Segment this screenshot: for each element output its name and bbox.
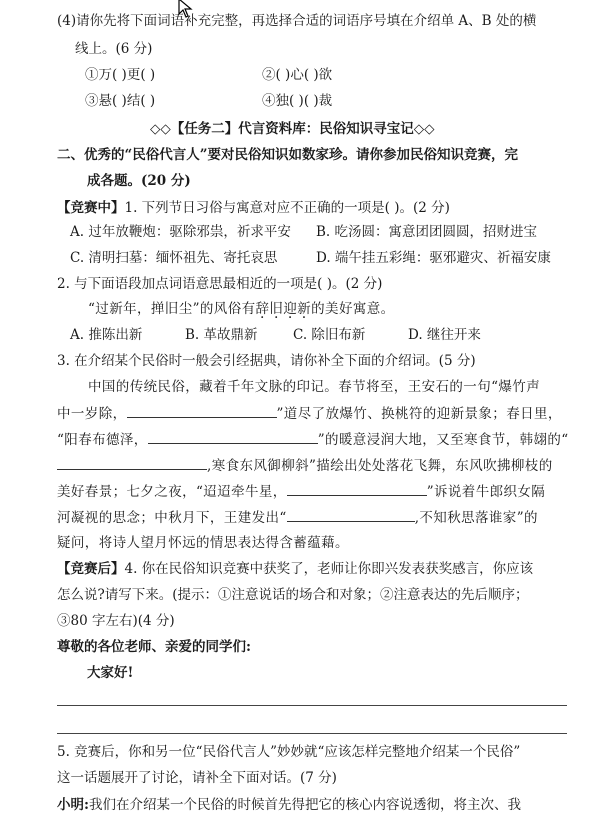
answer-line-1[interactable] — [57, 705, 567, 706]
q3-text: ,不知秋思落谁家”的 — [414, 510, 538, 526]
q4b-tag: 【竞赛后】 — [57, 561, 125, 577]
q1-stem: 1. 下列节日习俗与寓意对应不正确的一项是( )。(2 分) — [124, 200, 450, 216]
q2-option-c: C. 除旧布新 — [293, 327, 366, 343]
section2-line1: 二、优秀的“民俗代言人”要对民俗知识如数家珍。请你参加民俗知识竞赛，完 — [57, 147, 519, 163]
q3-para-line6 — [57, 508, 538, 527]
q4-item-4: ④独( )( )裁 — [262, 93, 333, 109]
q4b-text-1: 4. 你在民俗知识竞赛中获奖了，老师让你即兴发表获奖感言，你应该 — [124, 561, 534, 577]
q3-blank-1[interactable] — [127, 404, 277, 418]
q2-quote — [88, 300, 395, 318]
q3-text: “阳春布德泽， — [57, 432, 148, 448]
q4b-line3: ③80 字左右)(4 分) — [57, 613, 175, 629]
q3-text: ,寒食东风御柳斜”描绘出处处落花飞舞，东风吹拂柳枝的 — [207, 458, 553, 474]
q3-blank-4[interactable] — [287, 482, 427, 496]
q1-stem-line — [57, 199, 450, 217]
q1-option-a: A. 过年放鞭炮：驱除邪祟，祈求平安 — [70, 224, 291, 240]
q3-text: ”的暖意浸润大地，又至寒食节，韩翃的“ — [317, 432, 569, 448]
q3-blank-5[interactable] — [287, 508, 415, 522]
q1-option-d: D. 端午挂五彩绳：驱邪避灾、祈福安康 — [316, 250, 551, 266]
q3-text: 美好春景；七夕之夜，“迢迢牵牛星， — [57, 484, 287, 500]
q3-text: 中一岁除， — [57, 406, 127, 422]
task2-title: ◇◇【任务二】代言资料库：民俗知识寻宝记◇◇ — [150, 121, 435, 137]
q3-para-line1: 中国的传统民俗，藏着千年文脉的印记。春节将至，王安石的一句“爆竹声 — [88, 379, 541, 395]
q4b-greeting: 大家好! — [87, 665, 134, 681]
q4b-salutation: 尊敬的各位老师、亲爱的同学们: — [57, 639, 251, 655]
q1-option-c: C. 清明扫墓：缅怀祖先、寄托哀思 — [70, 250, 278, 266]
q3-para-line3 — [57, 430, 569, 449]
q3-text: ”道尽了放爆竹、换桃符的迎新景象；春日里， — [276, 406, 562, 422]
q5-line2: 这一话题展开了讨论，请补全下面对话。(7 分) — [57, 770, 337, 786]
q4-item-1: ①万( )更( ) — [85, 67, 156, 83]
q4-item-3: ③悬( )结( ) — [85, 93, 156, 109]
q3-para-line5 — [57, 482, 545, 501]
q2-option-d: D. 继往开来 — [408, 327, 481, 343]
q2-option-b: B. 革故鼎新 — [185, 327, 258, 343]
q3-para-line4 — [57, 456, 553, 475]
q3-text: 河凝视的思念；中秋月下，王建发出“ — [57, 510, 287, 526]
q4b-line2: 怎么说?请写下来。(提示：①注意说话的场合和对象；②注意表达的先后顺序； — [57, 587, 529, 603]
q4b-line1 — [57, 560, 533, 578]
q2-quote-pre: “过新年，掸旧尘”的风俗有 — [88, 301, 256, 317]
section2-line2: 成各题。(20 分) — [87, 173, 191, 189]
q2-dotted-char: 辞 — [255, 301, 270, 317]
q5-speech: 我们在介绍某一个民俗的时候首先得把它的核心内容说透彻，将主次、我 — [88, 797, 521, 813]
q2-dotted-char: 旧 — [269, 301, 284, 317]
q5-dialog-line — [57, 796, 521, 814]
q3-para-line2 — [57, 404, 562, 423]
q1-option-b: B. 吃汤圆：寓意团团圆圆，招财进宝 — [316, 224, 538, 240]
q3-blank-3[interactable] — [57, 456, 207, 470]
q1-tag: 【竞赛中】 — [57, 200, 125, 216]
q4-line1: (4)请你先将下面词语补充完整，再选择合适的词语序号填在介绍单 A、B 处的横 — [57, 13, 537, 29]
q5-speaker: 小明: — [57, 797, 89, 813]
q3-para-line7: 疑问，将诗人望月怀远的情思表达得含蓄蕴藉。 — [57, 535, 349, 551]
q3-text: ”诉说着牛郎织女隔 — [426, 484, 546, 500]
q4-line2: 线上。(6 分) — [75, 41, 153, 57]
q3-blank-2[interactable] — [148, 430, 318, 444]
q2-dotted-char: 迎 — [283, 301, 298, 317]
q2-option-a: A. 推陈出新 — [70, 327, 143, 343]
q2-dotted-char: 新 — [297, 301, 312, 317]
q2-stem: 2. 与下面语段加点词语意思最相近的一项是( )。(2 分) — [57, 276, 383, 292]
q3-stem: 3. 在介绍某个民俗时一般会引经据典，请你补全下面的介绍词。(5 分) — [57, 353, 476, 369]
q2-quote-post: 的美好寓意。 — [311, 301, 395, 317]
q5-line1: 5. 竞赛后，你和另一位“民俗代言人”妙妙就“应该怎样完整地介绍某一个民俗” — [57, 744, 521, 760]
q4-item-2: ②( )心( )欲 — [262, 67, 333, 83]
answer-line-2[interactable] — [57, 733, 567, 734]
